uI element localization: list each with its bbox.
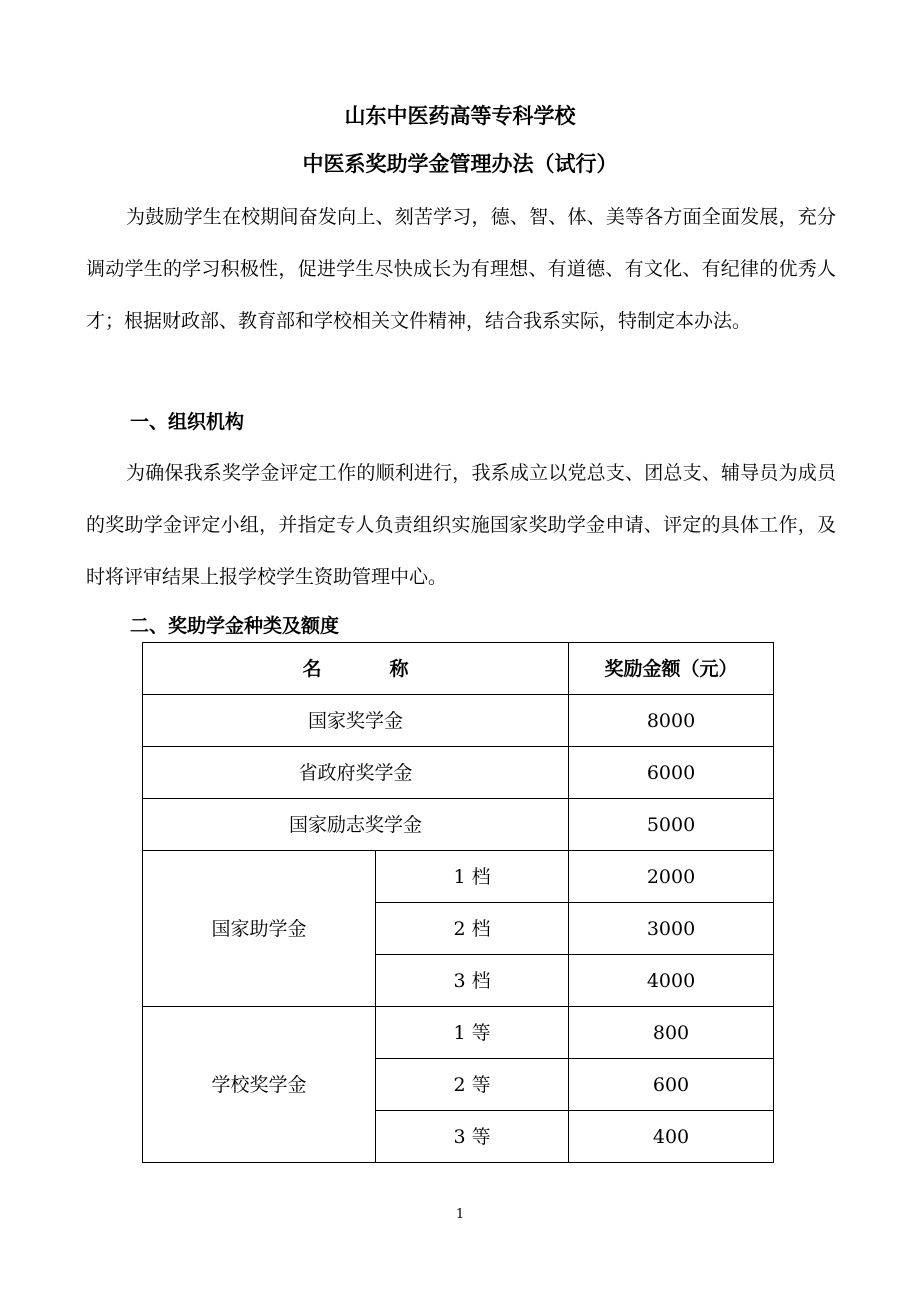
school-group-name-cell: 学校奖学金	[143, 1007, 376, 1163]
intro-paragraph: 为鼓励学生在校期间奋发向上、刻苦学习，德、智、体、美等各方面全面发展，充分调动学生的学习积极性，促进学生尽快成长为有理想、有道德、有文化、有纪律的优秀人才；根据财政部、教育部和学校相关文件精神，结合我系实际，特制定本办法。	[86, 206, 836, 332]
level-cell: 3 档	[376, 955, 569, 1007]
award-amount-cell: 4000	[569, 955, 774, 1007]
header-name-cell: 名称	[143, 643, 569, 695]
level-cell: 1 等	[376, 1007, 569, 1059]
level-cell: 1 档	[376, 851, 569, 903]
grant-group-name-cell: 国家助学金	[143, 851, 376, 1007]
section-heading-award-types: 二、奖助学金种类及额度	[130, 615, 340, 637]
level-cell: 2 档	[376, 903, 569, 955]
award-amount-cell: 8000	[569, 695, 774, 747]
table-header-row	[143, 643, 774, 695]
school-title: 山东中医药高等专科学校	[344, 104, 576, 128]
award-amount-cell: 6000	[569, 747, 774, 799]
organization-paragraph: 为确保我系奖学金评定工作的顺利进行，我系成立以党总支、团总支、辅导员为成员的奖助学金评定小组，并指定专人负责组织实施国家奖助学金申请、评定的具体工作，及时将评审结果上报学校学生资助管理中心。	[86, 462, 836, 588]
award-name-cell: 国家励志奖学金	[143, 799, 569, 851]
award-amount-cell: 600	[569, 1059, 774, 1111]
award-name-cell: 国家奖学金	[143, 695, 569, 747]
table-row	[143, 851, 774, 903]
table-row	[143, 747, 774, 799]
section-heading-organization: 一、组织机构	[130, 411, 245, 433]
table-row	[143, 1007, 774, 1059]
award-amount-cell: 800	[569, 1007, 774, 1059]
award-amount-cell: 400	[569, 1111, 774, 1163]
level-cell: 3 等	[376, 1111, 569, 1163]
award-amount-cell: 3000	[569, 903, 774, 955]
header-amount-cell: 奖励金额（元）	[569, 643, 774, 695]
award-table	[142, 642, 774, 1163]
award-amount-cell: 2000	[569, 851, 774, 903]
award-name-cell: 省政府奖学金	[143, 747, 569, 799]
level-cell: 2 等	[376, 1059, 569, 1111]
document-title: 中医系奖助学金管理办法（试行）	[302, 152, 618, 176]
table-row	[143, 695, 774, 747]
award-amount-cell: 5000	[569, 799, 774, 851]
table-row	[143, 799, 774, 851]
page-number: 1	[455, 1207, 465, 1222]
